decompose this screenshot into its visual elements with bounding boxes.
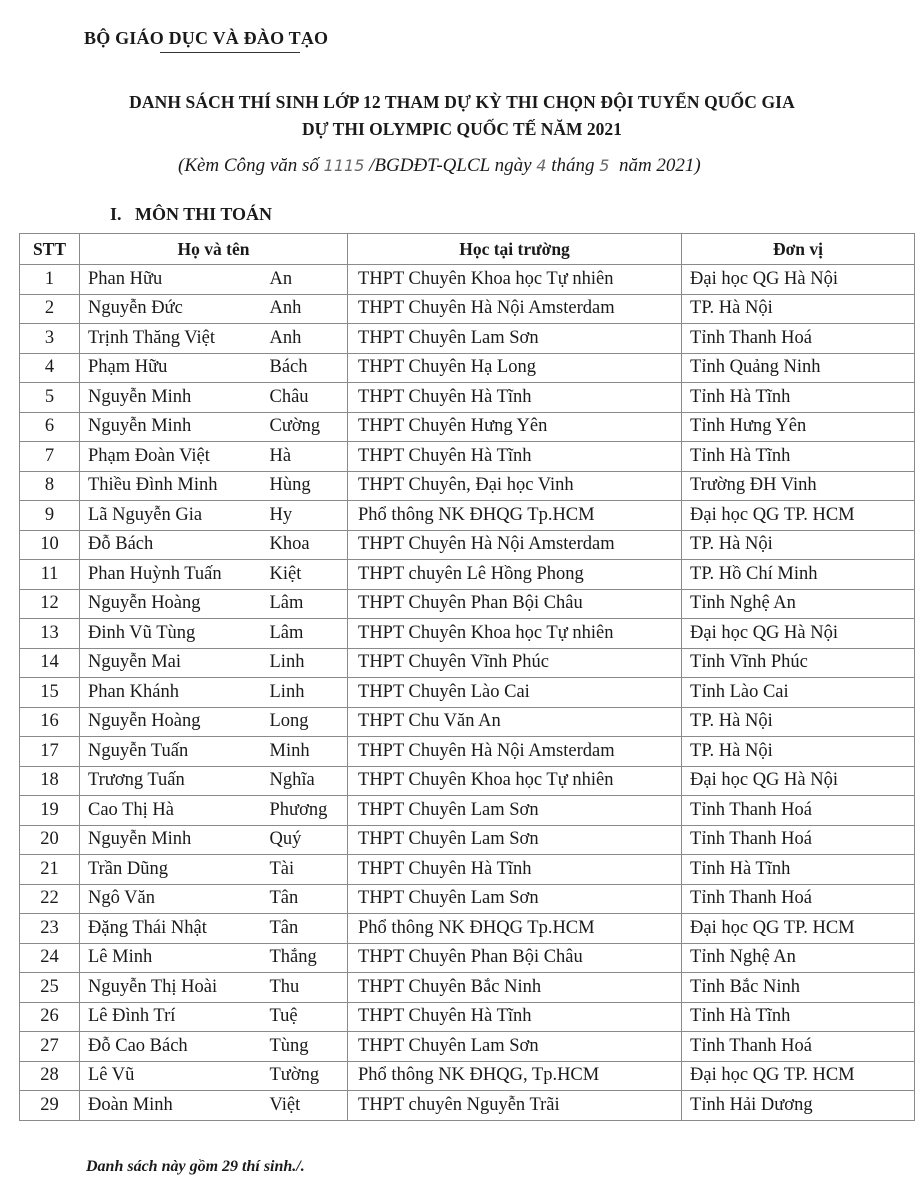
ministry-underline — [160, 52, 300, 53]
cell-first-name: Quý — [266, 825, 348, 855]
cell-school: THPT chuyên Lê Hồng Phong — [348, 560, 682, 590]
cell-last-name: Phan Hữu — [80, 265, 266, 295]
cell-last-name: Phan Khánh — [80, 678, 266, 708]
cell-unit: Tỉnh Vĩnh Phúc — [682, 648, 915, 678]
table-body — [20, 265, 915, 1121]
table-row — [20, 707, 915, 737]
cell-first-name: Tường — [266, 1061, 348, 1091]
cell-stt: 28 — [20, 1061, 80, 1091]
cell-stt: 24 — [20, 943, 80, 973]
table-row — [20, 766, 915, 796]
document-title-line2: DỰ THI OLYMPIC QUỐC TẾ NĂM 2021 — [302, 119, 622, 139]
header-school: Học tại trường — [348, 234, 682, 265]
cell-first-name: Lâm — [266, 589, 348, 619]
cell-last-name: Đỗ Cao Bách — [80, 1032, 266, 1062]
cell-last-name: Đặng Thái Nhật — [80, 914, 266, 944]
cell-unit: Tỉnh Nghệ An — [682, 589, 915, 619]
table-row — [20, 678, 915, 708]
cell-unit: Tỉnh Hưng Yên — [682, 412, 915, 442]
table-row — [20, 442, 915, 472]
cell-first-name: Khoa — [266, 530, 348, 560]
cell-last-name: Nguyễn Mai — [80, 648, 266, 678]
cell-school: THPT Chuyên Hà Nội Amsterdam — [348, 530, 682, 560]
cell-unit: TP. Hà Nội — [682, 707, 915, 737]
ministry-name: BỘ GIÁO DỤC VÀ ĐÀO TẠO — [84, 28, 329, 48]
table-row — [20, 855, 915, 885]
cell-stt: 19 — [20, 796, 80, 826]
cell-school: THPT Chuyên Lam Sơn — [348, 796, 682, 826]
cell-unit: Tỉnh Thanh Hoá — [682, 825, 915, 855]
cell-unit: Tỉnh Hà Tĩnh — [682, 383, 915, 413]
cell-first-name: Cường — [266, 412, 348, 442]
cell-school: THPT Chu Văn An — [348, 707, 682, 737]
cell-school: THPT Chuyên Hà Nội Amsterdam — [348, 737, 682, 767]
cell-last-name: Trịnh Thăng Việt — [80, 324, 266, 354]
cell-stt: 3 — [20, 324, 80, 354]
cell-unit: Tỉnh Quảng Ninh — [682, 353, 915, 383]
table-row — [20, 412, 915, 442]
cell-school: THPT Chuyên Khoa học Tự nhiên — [348, 619, 682, 649]
table-row — [20, 943, 915, 973]
cell-first-name: Châu — [266, 383, 348, 413]
cell-first-name: Anh — [266, 324, 348, 354]
cell-last-name: Cao Thị Hà — [80, 796, 266, 826]
cell-first-name: Nghĩa — [266, 766, 348, 796]
cell-school: THPT Chuyên Lam Sơn — [348, 884, 682, 914]
header-stt: STT — [20, 234, 80, 265]
cell-first-name: Hy — [266, 501, 348, 531]
cell-stt: 26 — [20, 1002, 80, 1032]
cell-school: THPT Chuyên Hà Tĩnh — [348, 1002, 682, 1032]
table-row — [20, 383, 915, 413]
cell-unit: TP. Hà Nội — [682, 294, 915, 324]
cell-first-name: Tuệ — [266, 1002, 348, 1032]
cell-first-name: Hùng — [266, 471, 348, 501]
cell-school: THPT Chuyên Khoa học Tự nhiên — [348, 766, 682, 796]
cell-last-name: Nguyễn Thị Hoài — [80, 973, 266, 1003]
table-row — [20, 1091, 915, 1121]
cell-unit: TP. Hồ Chí Minh — [682, 560, 915, 590]
cell-school: THPT Chuyên Phan Bội Châu — [348, 943, 682, 973]
cell-last-name: Phan Huỳnh Tuấn — [80, 560, 266, 590]
cell-stt: 6 — [20, 412, 80, 442]
cell-school: THPT chuyên Nguyễn Trãi — [348, 1091, 682, 1121]
cell-last-name: Thiều Đình Minh — [80, 471, 266, 501]
cell-first-name: Hà — [266, 442, 348, 472]
table-row — [20, 825, 915, 855]
subtitle-mid2: tháng — [546, 155, 600, 176]
table-row — [20, 619, 915, 649]
cell-stt: 29 — [20, 1091, 80, 1121]
section-title: I. MÔN THI TOÁN — [110, 204, 273, 224]
handwritten-month: 5 — [599, 156, 610, 175]
cell-stt: 22 — [20, 884, 80, 914]
cell-first-name: Thắng — [266, 943, 348, 973]
cell-stt: 18 — [20, 766, 80, 796]
cell-first-name: An — [266, 265, 348, 295]
cell-stt: 12 — [20, 589, 80, 619]
cell-unit: Tỉnh Hà Tĩnh — [682, 1002, 915, 1032]
cell-school: THPT Chuyên Lam Sơn — [348, 825, 682, 855]
subtitle-prefix: (Kèm Công văn số — [178, 155, 324, 176]
cell-unit: TP. Hà Nội — [682, 737, 915, 767]
cell-first-name: Linh — [266, 648, 348, 678]
cell-last-name: Lê Đình Trí — [80, 1002, 266, 1032]
table-row — [20, 1002, 915, 1032]
candidate-table — [19, 233, 915, 1121]
cell-stt: 21 — [20, 855, 80, 885]
cell-stt: 17 — [20, 737, 80, 767]
cell-last-name: Nguyễn Minh — [80, 412, 266, 442]
cell-stt: 8 — [20, 471, 80, 501]
header-name: Họ và tên — [80, 234, 348, 265]
cell-last-name: Phạm Hữu — [80, 353, 266, 383]
cell-unit: Tỉnh Bắc Ninh — [682, 973, 915, 1003]
cell-first-name: Anh — [266, 294, 348, 324]
cell-school: THPT Chuyên, Đại học Vinh — [348, 471, 682, 501]
cell-stt: 15 — [20, 678, 80, 708]
cell-unit: Đại học QG Hà Nội — [682, 619, 915, 649]
cell-first-name: Kiệt — [266, 560, 348, 590]
cell-first-name: Tùng — [266, 1032, 348, 1062]
table-header-row — [20, 234, 915, 265]
cell-school: Phổ thông NK ĐHQG Tp.HCM — [348, 501, 682, 531]
cell-school: THPT Chuyên Khoa học Tự nhiên — [348, 265, 682, 295]
cell-last-name: Nguyễn Hoàng — [80, 707, 266, 737]
cell-stt: 27 — [20, 1032, 80, 1062]
cell-unit: Đại học QG TP. HCM — [682, 914, 915, 944]
cell-school: Phổ thông NK ĐHQG, Tp.HCM — [348, 1061, 682, 1091]
table-row — [20, 501, 915, 531]
table-row — [20, 471, 915, 501]
cell-last-name: Đoàn Minh — [80, 1091, 266, 1121]
cell-unit: TP. Hà Nội — [682, 530, 915, 560]
cell-last-name: Phạm Đoàn Việt — [80, 442, 266, 472]
cell-unit: Tỉnh Thanh Hoá — [682, 1032, 915, 1062]
table-row — [20, 560, 915, 590]
cell-unit: Đại học QG Hà Nội — [682, 766, 915, 796]
cell-school: Phổ thông NK ĐHQG Tp.HCM — [348, 914, 682, 944]
cell-first-name: Tân — [266, 914, 348, 944]
cell-unit: Tỉnh Lào Cai — [682, 678, 915, 708]
cell-stt: 9 — [20, 501, 80, 531]
table-row — [20, 796, 915, 826]
cell-school: THPT Chuyên Phan Bội Châu — [348, 589, 682, 619]
cell-stt: 7 — [20, 442, 80, 472]
cell-last-name: Lã Nguyễn Gia — [80, 501, 266, 531]
cell-last-name: Nguyễn Minh — [80, 383, 266, 413]
cell-first-name: Bách — [266, 353, 348, 383]
cell-stt: 10 — [20, 530, 80, 560]
cell-stt: 11 — [20, 560, 80, 590]
cell-first-name: Minh — [266, 737, 348, 767]
document-title-line1: DANH SÁCH THÍ SINH LỚP 12 THAM DỰ KỲ THI CHỌN ĐỘI TUYỂN QUỐC GIA — [129, 92, 795, 112]
cell-stt: 13 — [20, 619, 80, 649]
cell-first-name: Việt — [266, 1091, 348, 1121]
cell-stt: 5 — [20, 383, 80, 413]
cell-last-name: Ngô Văn — [80, 884, 266, 914]
cell-school: THPT Chuyên Hạ Long — [348, 353, 682, 383]
cell-stt: 16 — [20, 707, 80, 737]
cell-unit: Tỉnh Hà Tĩnh — [682, 855, 915, 885]
cell-stt: 14 — [20, 648, 80, 678]
cell-stt: 20 — [20, 825, 80, 855]
table-row — [20, 914, 915, 944]
subtitle-mid1: /BGDĐT-QLCL ngày — [364, 155, 537, 176]
cell-last-name: Trần Dũng — [80, 855, 266, 885]
cell-first-name: Tài — [266, 855, 348, 885]
cell-first-name: Lâm — [266, 619, 348, 649]
cell-unit: Đại học QG TP. HCM — [682, 501, 915, 531]
table-row — [20, 1061, 915, 1091]
cell-school: THPT Chuyên Hà Nội Amsterdam — [348, 294, 682, 324]
cell-first-name: Linh — [266, 678, 348, 708]
cell-last-name: Nguyễn Minh — [80, 825, 266, 855]
cell-first-name: Thu — [266, 973, 348, 1003]
cell-unit: Tỉnh Hải Dương — [682, 1091, 915, 1121]
table-row — [20, 973, 915, 1003]
table-row — [20, 530, 915, 560]
cell-school: THPT Chuyên Hà Tĩnh — [348, 383, 682, 413]
cell-first-name: Long — [266, 707, 348, 737]
table-row — [20, 737, 915, 767]
subtitle-suffix: năm 2021) — [609, 155, 701, 176]
table-row — [20, 353, 915, 383]
cell-school: THPT Chuyên Hà Tĩnh — [348, 442, 682, 472]
cell-stt: 23 — [20, 914, 80, 944]
header-unit: Đơn vị — [682, 234, 915, 265]
cell-last-name: Lê Minh — [80, 943, 266, 973]
footer-note: Danh sách này gồm 29 thí sinh./. — [86, 1158, 305, 1175]
cell-last-name: Trương Tuấn — [80, 766, 266, 796]
cell-stt: 1 — [20, 265, 80, 295]
cell-last-name: Lê Vũ — [80, 1061, 266, 1091]
cell-stt: 25 — [20, 973, 80, 1003]
cell-stt: 4 — [20, 353, 80, 383]
document-subtitle — [178, 155, 701, 177]
cell-unit: Tỉnh Hà Tĩnh — [682, 442, 915, 472]
table-row — [20, 648, 915, 678]
cell-school: THPT Chuyên Vĩnh Phúc — [348, 648, 682, 678]
table-row — [20, 265, 915, 295]
handwritten-day: 4 — [536, 156, 547, 175]
cell-unit: Đại học QG Hà Nội — [682, 265, 915, 295]
table-row — [20, 1032, 915, 1062]
cell-unit: Tỉnh Thanh Hoá — [682, 324, 915, 354]
cell-school: THPT Chuyên Lam Sơn — [348, 324, 682, 354]
cell-school: THPT Chuyên Lào Cai — [348, 678, 682, 708]
table-row — [20, 884, 915, 914]
cell-stt: 2 — [20, 294, 80, 324]
cell-unit: Tỉnh Thanh Hoá — [682, 796, 915, 826]
cell-school: THPT Chuyên Hưng Yên — [348, 412, 682, 442]
cell-last-name: Nguyễn Đức — [80, 294, 266, 324]
cell-school: THPT Chuyên Bắc Ninh — [348, 973, 682, 1003]
cell-last-name: Nguyễn Tuấn — [80, 737, 266, 767]
cell-unit: Tỉnh Thanh Hoá — [682, 884, 915, 914]
cell-first-name: Tân — [266, 884, 348, 914]
cell-unit: Đại học QG TP. HCM — [682, 1061, 915, 1091]
cell-school: THPT Chuyên Lam Sơn — [348, 1032, 682, 1062]
table-row — [20, 589, 915, 619]
cell-unit: Trường ĐH Vinh — [682, 471, 915, 501]
cell-school: THPT Chuyên Hà Tĩnh — [348, 855, 682, 885]
table-row — [20, 294, 915, 324]
handwritten-doc-number: 1115 — [323, 156, 365, 175]
cell-unit: Tỉnh Nghệ An — [682, 943, 915, 973]
cell-last-name: Đinh Vũ Tùng — [80, 619, 266, 649]
cell-first-name: Phương — [266, 796, 348, 826]
cell-last-name: Nguyễn Hoàng — [80, 589, 266, 619]
cell-last-name: Đỗ Bách — [80, 530, 266, 560]
table-row — [20, 324, 915, 354]
